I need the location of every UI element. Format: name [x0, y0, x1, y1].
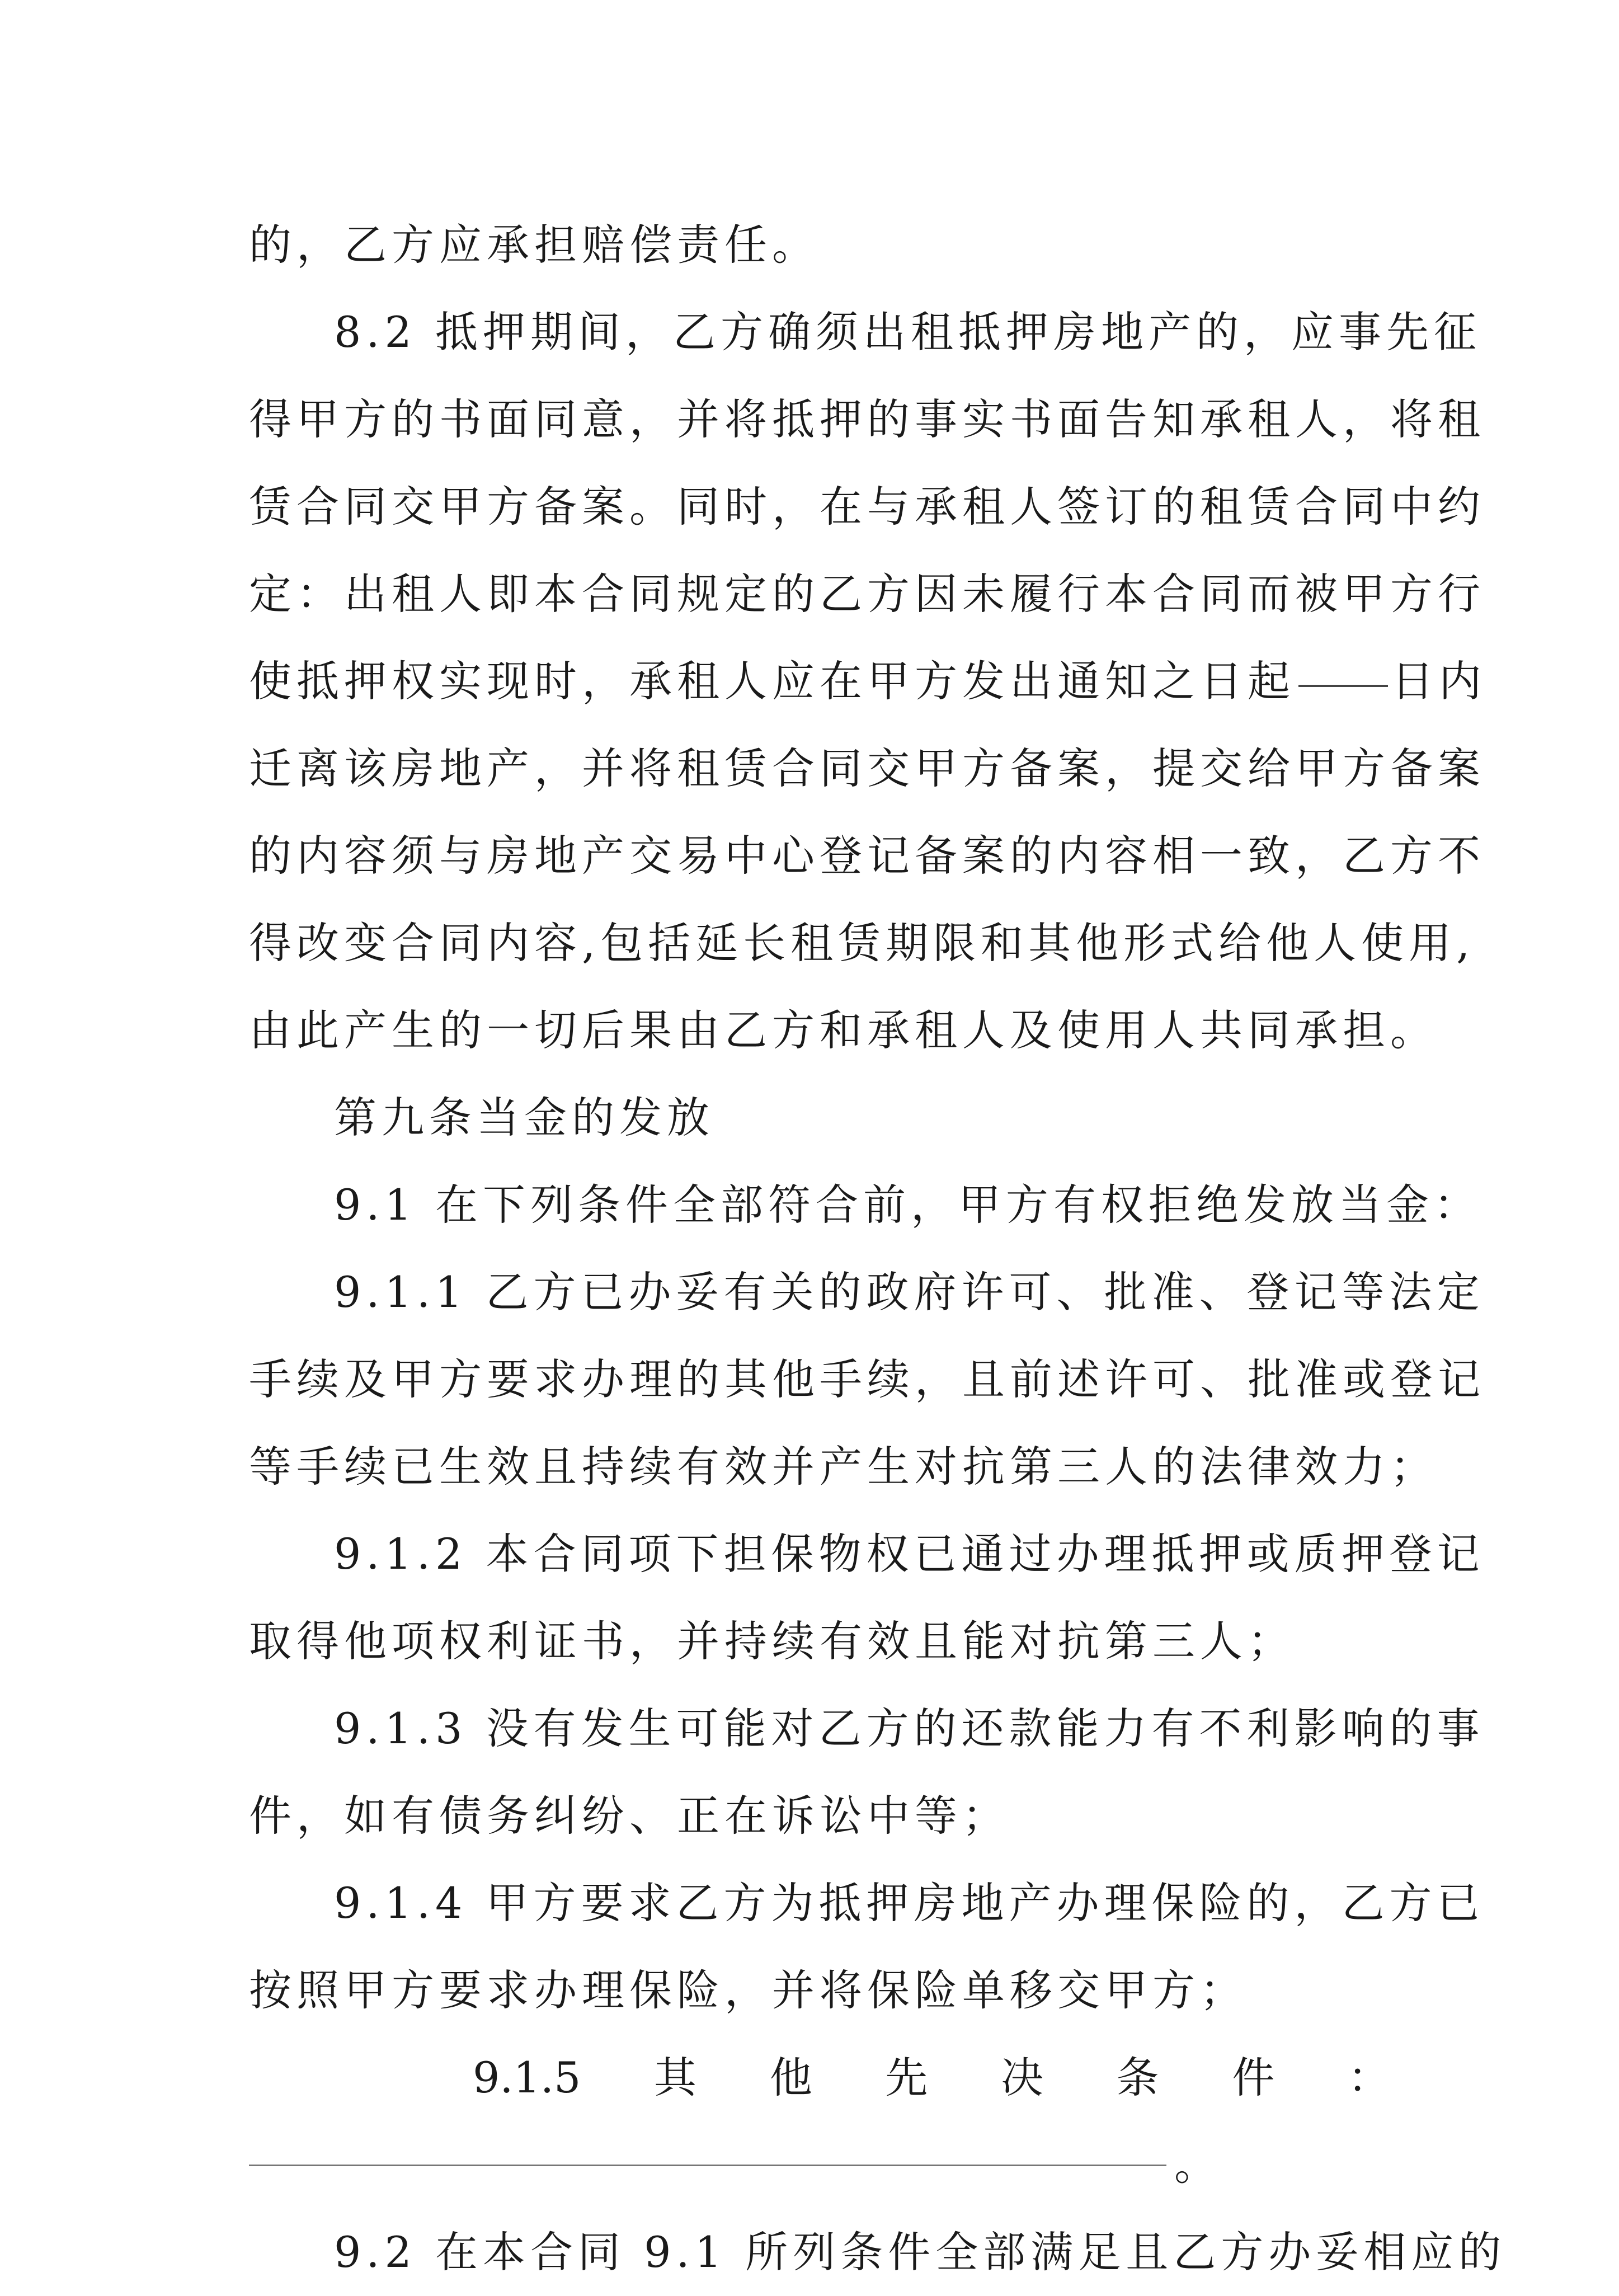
text-line: 的，乙方应承担赔偿责任。	[249, 220, 820, 270]
clause-9-1: 9.1 在下列条件全部符合前，甲方有权拒绝发放当金：	[334, 1180, 1482, 1230]
spread-char: 条	[1116, 2053, 1159, 2102]
text-line: 由此产生的一切后果由乙方和承租人及使用人共同承担。	[249, 1005, 1438, 1055]
fill-in-line-other-conditions	[249, 2121, 1390, 2209]
text-segment: 日内	[1391, 656, 1486, 706]
text-line: 取得他项权利证书，并持续有效且能对抗第三人；	[249, 1616, 1295, 1666]
clause-8-2: 8.2 抵押期间，乙方确须出租抵押房地产的，应事先征	[334, 307, 1482, 357]
clause-9-1-1: 9.1.1 乙方已办妥有关的政府许可、批准、登记等法定	[334, 1267, 1485, 1317]
clause-9-1-4: 9.1.4 甲方要求乙方为抵押房地产办理保险的，乙方已	[334, 1878, 1485, 1928]
period-mark: 。	[1174, 2140, 1222, 2190]
text-line: 件，如有债务纠纷、正在诉讼中等；	[249, 1791, 1010, 1841]
contract-text	[249, 201, 1507, 2296]
clause-9-1-2: 9.1.2 本合同项下担保物权已通过办理抵押或质押登记	[334, 1529, 1485, 1579]
spread-char: 9.1.5	[473, 2053, 581, 2102]
text-line: 的内容须与房地产交易中心登记备案的内容相一致，乙方不	[249, 831, 1485, 881]
spread-char: 件	[1232, 2053, 1275, 2102]
text-line: 得甲方的书面同意，并将抵押的事实书面告知承租人，将租	[249, 394, 1485, 444]
text-line: 迁离该房地产，并将租赁合同交甲方备案，提交给甲方备案	[249, 744, 1485, 793]
spread-char: 其	[654, 2053, 697, 2102]
text-segment: 使抵押权实现时，承租人应在甲方发出通知之日起	[249, 656, 1295, 706]
fill-in-blank-days	[1298, 683, 1388, 687]
clause-9-2: 9.2 在本合同 9.1 所列条件全部满足且乙方办妥相应的	[334, 2227, 1507, 2277]
text-line: 手续及甲方要求办理的其他手续，且前述许可、批准或登记	[249, 1354, 1485, 1404]
text-line: 定：出租人即本合同规定的乙方因未履行本合同而被甲方行	[249, 569, 1485, 619]
text-line: 等手续已生效且持续有效并产生对抗第三人的法律效力；	[249, 1442, 1438, 1492]
spread-char: 决	[1001, 2053, 1044, 2102]
spread-char: ：	[1347, 2053, 1390, 2102]
clause-9-1-5	[249, 2034, 1390, 2121]
fill-in-blank-rule	[249, 2165, 1166, 2166]
clause-9-1-3: 9.1.3 没有发生可能对乙方的还款能力有不利影响的事	[334, 1704, 1485, 1753]
text-line: 赁合同交甲方备案。同时，在与承租人签订的租赁合同中约	[249, 482, 1485, 531]
text-line: 按照甲方要求办理保险，并将保险单移交甲方；	[249, 1965, 1248, 2015]
article-9-heading: 第九条当金的发放	[334, 1093, 714, 1142]
text-line-with-blank	[249, 638, 1486, 725]
text-line: 得改变合同内容,包括延长租赁期限和其他形式给他人使用,	[249, 918, 1475, 968]
spread-char: 先	[885, 2053, 928, 2102]
spread-char: 他	[769, 2053, 812, 2102]
